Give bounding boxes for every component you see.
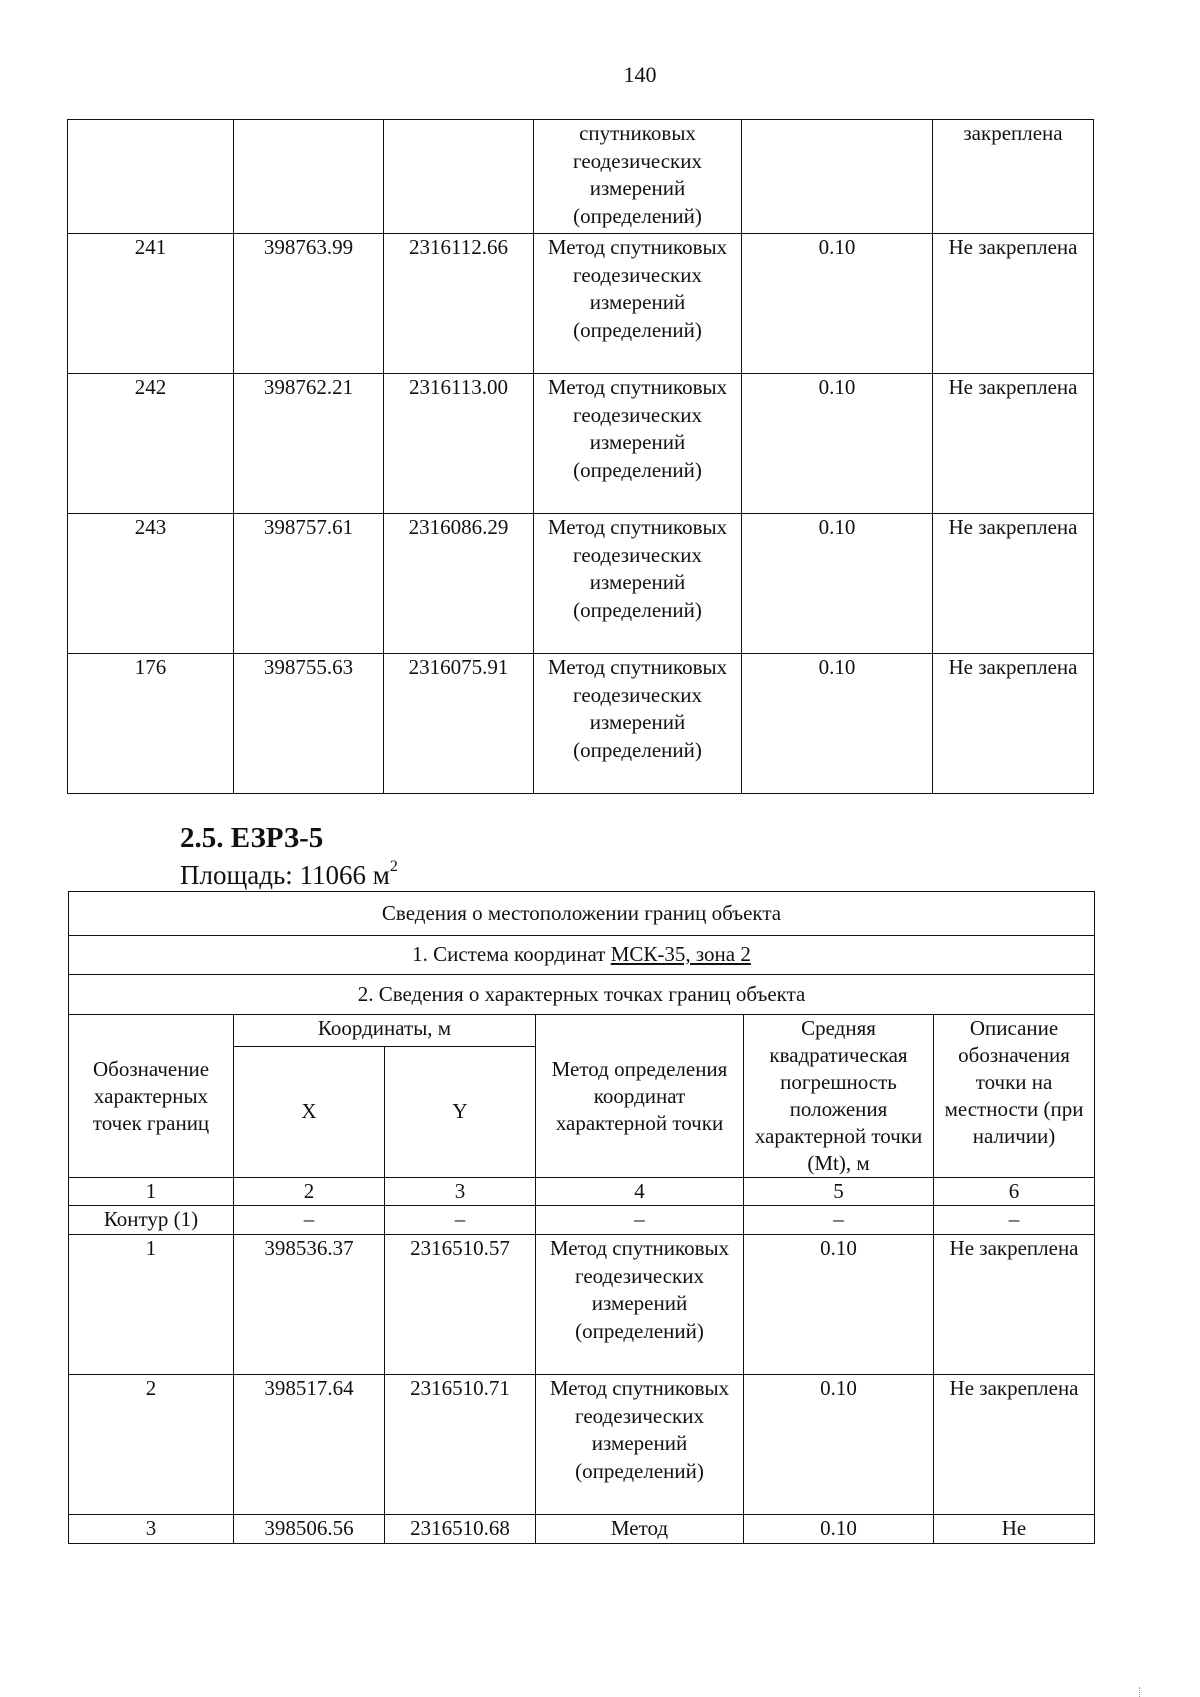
- cell-x: [234, 120, 384, 234]
- scan-artifact: [1139, 1687, 1200, 1697]
- table-row: [68, 374, 1094, 514]
- cell-error: 0.10: [744, 1235, 934, 1375]
- cell-error: 0.10: [744, 1515, 934, 1544]
- contour-dash: –: [934, 1206, 1095, 1235]
- table-row: [68, 120, 1094, 234]
- column-number-row: [69, 1178, 1095, 1206]
- cell-description: Не: [934, 1515, 1095, 1544]
- table-caption: Сведения о местоположении границ объекта: [69, 892, 1095, 936]
- cell-x: 398757.61: [234, 514, 384, 654]
- cell-x: 398506.56: [234, 1515, 385, 1544]
- cell-error: 0.10: [742, 654, 933, 794]
- cell-id: 241: [68, 234, 234, 374]
- cell-method: Метод спутниковых геодезических измерений (определений): [536, 1375, 744, 1515]
- cell-id: 2: [69, 1375, 234, 1515]
- col-number: 6: [934, 1178, 1095, 1206]
- cell-id: [68, 120, 234, 234]
- cell-description: Не закреплена: [934, 1235, 1095, 1375]
- cell-x: 398755.63: [234, 654, 384, 794]
- cell-method: Метод спутниковых геодезических измерений (определений): [534, 374, 742, 514]
- cell-id: 1: [69, 1235, 234, 1375]
- area-unit-exponent: 2: [389, 858, 398, 875]
- cell-method: Метод: [536, 1515, 744, 1544]
- table-row: [69, 1235, 1095, 1375]
- col-number: 2: [234, 1178, 385, 1206]
- col-x-header: X: [234, 1046, 385, 1177]
- cell-description: Не закреплена: [933, 654, 1094, 794]
- col-method-header: Метод определения координат характерной точки: [536, 1015, 744, 1178]
- cell-y: 2316086.29: [384, 514, 534, 654]
- cell-x: 398536.37: [234, 1235, 385, 1375]
- cell-error: 0.10: [742, 234, 933, 374]
- cell-description: закреплена: [933, 120, 1094, 234]
- cell-x: 398762.21: [234, 374, 384, 514]
- contour-row: [69, 1206, 1095, 1235]
- table-header-row: [69, 892, 1095, 936]
- cell-error: 0.10: [742, 514, 933, 654]
- contour-dash: –: [385, 1206, 536, 1235]
- col-error-header: Средняя квадратическая погрешность положения характерной точки (Mt), м: [744, 1015, 934, 1178]
- cell-method: Метод спутниковых геодезических измерений (определений): [534, 234, 742, 374]
- cell-method: спутниковых геодезических измерений (определений): [534, 120, 742, 234]
- coordinates-table: [68, 891, 1095, 1544]
- area-value: Площадь: 11066 м: [180, 860, 390, 890]
- cell-y: 2316075.91: [384, 654, 534, 794]
- contour-dash: –: [536, 1206, 744, 1235]
- cell-x: 398763.99: [234, 234, 384, 374]
- points-caption: 2. Сведения о характерных точках границ объекта: [69, 975, 1095, 1015]
- coordinate-system: [69, 936, 1095, 975]
- column-header-row: [69, 1015, 1095, 1047]
- cell-y: 2316113.00: [384, 374, 534, 514]
- area-label: [180, 858, 398, 891]
- cell-id: 176: [68, 654, 234, 794]
- cell-method: Метод спутниковых геодезических измерений (определений): [534, 514, 742, 654]
- cell-method: Метод спутниковых геодезических измерений (определений): [536, 1235, 744, 1375]
- table-header-row: [69, 975, 1095, 1015]
- table-row: [68, 234, 1094, 374]
- table-header-row: [69, 936, 1095, 975]
- col-y-header: Y: [385, 1046, 536, 1177]
- cell-y: [384, 120, 534, 234]
- cell-x: 398517.64: [234, 1375, 385, 1515]
- table-row: [68, 654, 1094, 794]
- contour-label: Контур (1): [69, 1206, 234, 1235]
- col-point-header: Обозначение характерных точек границ: [69, 1015, 234, 1178]
- col-description-header: Описание обозначения точки на местности (при наличии): [934, 1015, 1095, 1178]
- cell-y: 2316510.68: [385, 1515, 536, 1544]
- cell-description: Не закреплена: [934, 1375, 1095, 1515]
- table-row: [69, 1375, 1095, 1515]
- col-number: 1: [69, 1178, 234, 1206]
- cell-description: Не закреплена: [933, 514, 1094, 654]
- col-number: 4: [536, 1178, 744, 1206]
- cell-id: 242: [68, 374, 234, 514]
- col-number: 5: [744, 1178, 934, 1206]
- cell-y: 2316510.57: [385, 1235, 536, 1375]
- table-row: [68, 514, 1094, 654]
- cell-description: Не закреплена: [933, 234, 1094, 374]
- coordinate-system-prefix: 1. Система координат: [412, 942, 611, 967]
- cell-description: Не закреплена: [933, 374, 1094, 514]
- cell-id: 243: [68, 514, 234, 654]
- cell-id: 3: [69, 1515, 234, 1544]
- contour-dash: –: [744, 1206, 934, 1235]
- table-row: [69, 1515, 1095, 1544]
- col-coords-header: Координаты, м: [234, 1015, 536, 1047]
- cell-error: 0.10: [744, 1375, 934, 1515]
- cell-y: 2316112.66: [384, 234, 534, 374]
- cell-y: 2316510.71: [385, 1375, 536, 1515]
- section-title: 2.5. ЕЗРЗ-5: [180, 822, 324, 854]
- cell-method: Метод спутниковых геодезических измерений (определений): [534, 654, 742, 794]
- coordinate-system-name: МСК-35, зона 2: [610, 942, 751, 967]
- contour-dash: –: [234, 1206, 385, 1235]
- col-number: 3: [385, 1178, 536, 1206]
- cell-error: [742, 120, 933, 234]
- coordinates-table-continued: [67, 119, 1094, 794]
- cell-error: 0.10: [742, 374, 933, 514]
- page-number: 140: [623, 62, 657, 87]
